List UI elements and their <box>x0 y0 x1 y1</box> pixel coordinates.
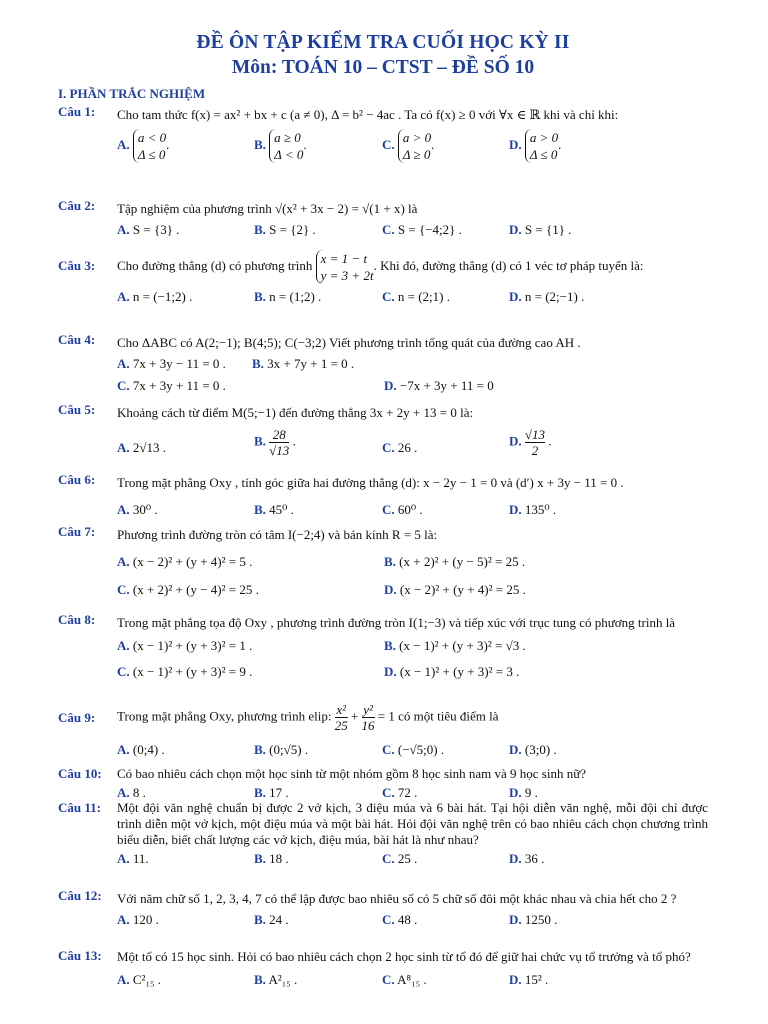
option-a[interactable]: A. S = {3} . <box>117 222 180 237</box>
option-a[interactable]: A. n = (−1;2) . <box>117 289 193 304</box>
question-12 <box>58 888 708 927</box>
option-c[interactable]: C. 48 . <box>382 912 418 927</box>
option-d[interactable]: D. (x − 2)² + (y + 4)² = 25 . <box>384 582 526 597</box>
option-c[interactable]: C. 60⁰ . <box>382 502 423 517</box>
option-d[interactable]: D. 1250 . <box>509 912 558 927</box>
ellipse-y-term: $\frac{\text{y²}}{16}$ <box>361 702 375 733</box>
option-b[interactable]: B. 3x + 7y + 1 = 0 . <box>252 356 355 371</box>
option-c[interactable]: C. A⁸₁₅ . <box>382 972 427 987</box>
question-text: Cho đường thẳng (d) có phương trình x = 1 − t y = 3 + 2t. Khi đó, đường thẳng (d) có 1 véc tơ pháp tuyến là: <box>117 251 644 283</box>
options-row-1 <box>117 353 708 375</box>
option-a[interactable]: A. a < 0 Δ ≤ 0. <box>117 130 170 162</box>
option-a[interactable]: A. 7x + 3y − 11 = 0 . <box>117 356 226 371</box>
question-number: Câu 12: <box>58 888 102 903</box>
option-a[interactable]: A. 120 . <box>117 912 159 927</box>
option-d[interactable]: D. 135⁰ . <box>509 502 557 517</box>
option-c[interactable]: C. 7x + 3y + 11 = 0 . <box>117 378 226 393</box>
option-c[interactable]: C. 25 . <box>382 851 418 866</box>
question-13 <box>58 948 708 989</box>
question-text: Trong mặt phẳng Oxy, phương trình elip: $\frac{\text{x²}}{25}$ + $\frac{\text{y²}}{16}$ = 1 có một tiêu điểm là <box>117 702 499 733</box>
param-system: x = 1 − t y = 3 + 2t <box>316 250 374 284</box>
exam-title: ĐỀ ÔN TẬP KIỂM TRA CUỐI HỌC KỲ II <box>196 32 570 53</box>
options <box>117 969 708 989</box>
question-text: Cho tam thức f(x) = ax² + bx + c (a ≠ 0), Δ = b² − 4ac . Ta có f(x) ≥ 0 với ∀x ∈ ℝ khi và chỉ khi: <box>117 107 619 122</box>
question-text: Với năm chữ số 1, 2, 3, 4, 7 có thể lập được bao nhiêu số có 5 chữ số đôi một khác nhau và chia hết cho 2 ? <box>117 891 677 906</box>
option-b[interactable]: B. 45⁰ . <box>254 502 294 517</box>
option-c[interactable]: C. (−√5;0) . <box>382 742 445 757</box>
question-3 <box>58 250 708 308</box>
option-d[interactable]: D. (3;0) . <box>509 742 557 757</box>
question-number: Câu 5: <box>58 402 96 417</box>
option-b[interactable]: B. A²₁₅ . <box>254 972 298 987</box>
question-number: Câu 3: <box>58 258 96 273</box>
option-b[interactable]: B. 17 . <box>254 785 289 800</box>
question-number: Câu 9: <box>58 710 96 725</box>
option-c[interactable]: C. (x − 1)² + (y + 3)² = 9 . <box>117 664 253 679</box>
question-2 <box>58 198 708 241</box>
option-a[interactable]: A. 11. <box>117 851 149 866</box>
option-c[interactable]: C. 72 . <box>382 785 418 800</box>
option-d[interactable]: D. 36 . <box>509 851 545 866</box>
question-number: Câu 4: <box>58 332 96 347</box>
question-6 <box>58 472 708 521</box>
question-1 <box>58 104 708 173</box>
option-c[interactable]: C. (x + 2)² + (y − 4)² = 25 . <box>117 582 259 597</box>
question-number: Câu 13: <box>58 948 102 963</box>
option-d[interactable]: D. 9 . <box>509 785 538 800</box>
options <box>117 427 708 467</box>
question-4 <box>58 332 708 397</box>
question-text: Một đội văn nghệ chuẩn bị được 2 vở kịch, 3 điệu múa và 6 bài hát. Tại hội diễn văn nghệ, mỗi đội chỉ được trình diễn một vở kịch, một điệu múa và một bài hát. Hỏi đội văn nghệ trên có bao nhiêu cách chọn chương trình biểu diễn, biết chất lượng các vở kịch, điệu múa, bài hát là như nhau? <box>117 800 708 847</box>
options <box>117 848 708 866</box>
question-text: Khoảng cách từ điểm M(5;−1) đến đường thẳng 3x + 2y + 13 = 0 là: <box>117 405 474 420</box>
question-10 <box>58 766 708 800</box>
option-d[interactable]: D. −7x + 3y + 11 = 0 <box>384 378 494 393</box>
option-d[interactable]: D. (x − 1)² + (y + 3)² = 3 . <box>384 664 520 679</box>
ellipse-x-term: $\frac{\text{x²}}{25}$ <box>334 702 348 733</box>
question-7 <box>58 524 708 601</box>
question-text: Phương trình đường tròn có tâm I(−2;4) và bán kính R = 5 là: <box>117 527 438 542</box>
option-a[interactable]: A. (0;4) . <box>117 742 165 757</box>
options <box>117 499 708 521</box>
options-row-2 <box>117 579 708 601</box>
question-number: Câu 1: <box>58 104 96 119</box>
question-11 <box>58 800 708 866</box>
exam-subtitle: Môn: TOÁN 10 – CTST – ĐỀ SỐ 10 <box>231 57 535 78</box>
option-a[interactable]: A. (x − 2)² + (y + 4)² = 5 . <box>117 554 253 569</box>
option-b[interactable]: B. 18 . <box>254 851 289 866</box>
question-number: Câu 6: <box>58 472 96 487</box>
options <box>117 286 708 308</box>
option-b[interactable]: B. n = (1;2) . <box>254 289 322 304</box>
question-text: Trong mặt phẳng tọa độ Oxy , phương trình đường tròn I(1;−3) và tiếp xúc với trục tung có phương trình là <box>117 615 676 630</box>
question-9 <box>58 702 708 761</box>
option-a[interactable]: A. 2√13 . <box>117 440 167 455</box>
option-a[interactable]: A. 8 . <box>117 785 146 800</box>
option-b[interactable]: B. (0;√5) . <box>254 742 309 757</box>
section-heading: I. PHẦN TRẮC NGHIỆM <box>58 86 206 101</box>
option-d[interactable]: D. a > 0 Δ ≤ 0. <box>509 130 562 162</box>
option-a[interactable]: A. 30⁰ . <box>117 502 158 517</box>
question-number: Câu 10: <box>58 766 102 781</box>
options <box>117 782 708 800</box>
option-c[interactable]: C. S = {−4;2} . <box>382 222 462 237</box>
question-number: Câu 2: <box>58 198 96 213</box>
option-b[interactable]: B. $\frac{28}{√13}$ . <box>254 427 296 458</box>
options-row-1 <box>117 551 708 573</box>
option-d[interactable]: D. 15² . <box>509 972 549 987</box>
option-c[interactable]: C. 26 . <box>382 440 418 455</box>
option-c[interactable]: C. a > 0 Δ ≥ 0. <box>382 130 435 162</box>
option-d[interactable]: D. $\frac{√13}{2}$ . <box>509 427 552 458</box>
question-text: Một tổ có 15 học sinh. Hỏi có bao nhiêu cách chọn 2 học sinh từ tổ đó để giữ hai chức vụ tổ trưởng và tổ phó? <box>117 949 691 964</box>
option-b[interactable]: B. (x + 2)² + (y − 5)² = 25 . <box>384 554 526 569</box>
option-d[interactable]: D. S = {1} . <box>509 222 572 237</box>
question-8 <box>58 612 708 683</box>
option-b[interactable]: B. a ≥ 0 Δ < 0. <box>254 130 307 162</box>
question-text: Trong mặt phẳng Oxy , tính góc giữa hai đường thẳng (d): x − 2y − 1 = 0 và (d′) x + 3y − 11 = 0 . <box>117 475 624 490</box>
option-a[interactable]: A. (x − 1)² + (y + 3)² = 1 . <box>117 638 253 653</box>
options-row-2 <box>117 375 708 397</box>
question-number: Câu 7: <box>58 524 96 539</box>
options <box>117 739 708 761</box>
options-row-1 <box>117 635 708 657</box>
options-row-2 <box>117 661 708 683</box>
question-number: Câu 11: <box>58 800 101 815</box>
question-text: Có bao nhiêu cách chọn một học sinh từ một nhóm gồm 8 học sinh nam và 9 học sinh nữ? <box>117 766 587 781</box>
options <box>117 909 708 927</box>
option-c[interactable]: C. n = (2;1) . <box>382 289 450 304</box>
option-b[interactable]: B. S = {2} . <box>254 222 316 237</box>
question-text: Tập nghiệm của phương trình √(x² + 3x − 2) = √(1 + x) là <box>117 201 418 216</box>
option-b[interactable]: B. 24 . <box>254 912 289 927</box>
option-a[interactable]: A. C²₁₅ . <box>117 972 162 987</box>
options <box>117 219 708 241</box>
question-number: Câu 8: <box>58 612 96 627</box>
question-text: Cho ΔABC có A(2;−1); B(4;5); C(−3;2) Viết phương trình tổng quát của đường cao AH . <box>117 335 581 350</box>
question-5 <box>58 402 708 467</box>
options <box>117 129 708 173</box>
option-d[interactable]: D. n = (2;−1) . <box>509 289 585 304</box>
option-b[interactable]: B. (x − 1)² + (y + 3)² = √3 . <box>384 638 526 653</box>
